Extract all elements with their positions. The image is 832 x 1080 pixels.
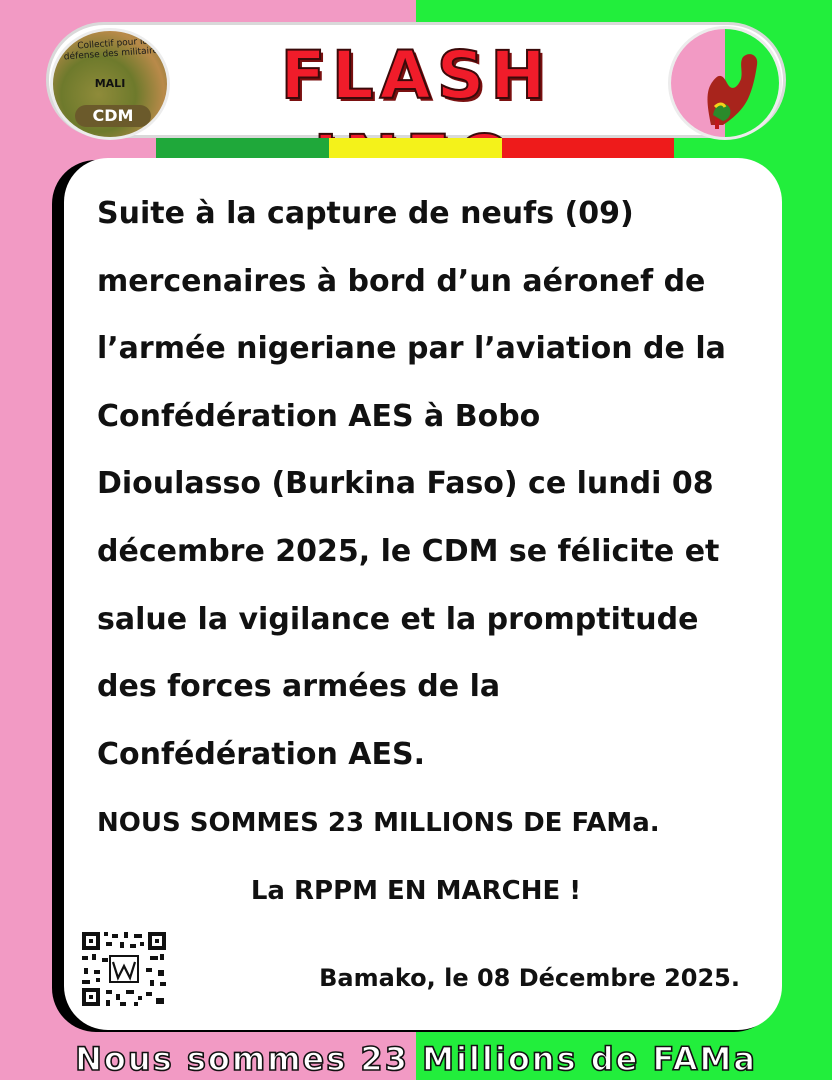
message-line: salue la vigilance et la promptitude: [97, 601, 699, 637]
flexed-arm-icon: [693, 45, 763, 129]
message-paragraph: [97, 180, 757, 788]
message-line: Dioulasso (Burkina Faso) ce lundi 08: [97, 466, 714, 502]
footer-banner: [0, 1038, 832, 1080]
page-title: FLASH: [280, 37, 552, 114]
message-line: Confédération AES.: [97, 736, 425, 772]
slogan: NOUS SOMMES 23 MILLIONS DE FAMa.: [97, 808, 660, 838]
message-line: des forces armées de la: [97, 669, 501, 705]
footer-text-part2: Millions de FAMa: [422, 1040, 757, 1078]
qr-code: [80, 930, 168, 1008]
message-line: décembre 2025, le CDM se félicite et: [97, 533, 720, 569]
message-line: Suite à la capture de neufs (09): [97, 196, 634, 231]
signature-date: Bamako, le 08 Décembre 2025.: [319, 964, 740, 992]
logo-country: MALI: [94, 77, 126, 90]
logo-arc-text: Collectif pour la défense des militaires: [63, 36, 164, 63]
message-line: mercenaires à bord d’un aéronef de: [97, 263, 706, 299]
message-line: l’armée nigeriane par l’aviation de la: [97, 331, 726, 367]
message-line: Confédération AES à Bobo: [97, 398, 541, 434]
footer-text-part1: Nous sommes 23: [75, 1040, 423, 1078]
logo-acronym: CDM: [75, 105, 151, 127]
rppm-logo: [668, 26, 782, 140]
cdm-logo: [50, 28, 170, 140]
rppm-slogan: La RPPM EN MARCHE !: [250, 876, 582, 906]
